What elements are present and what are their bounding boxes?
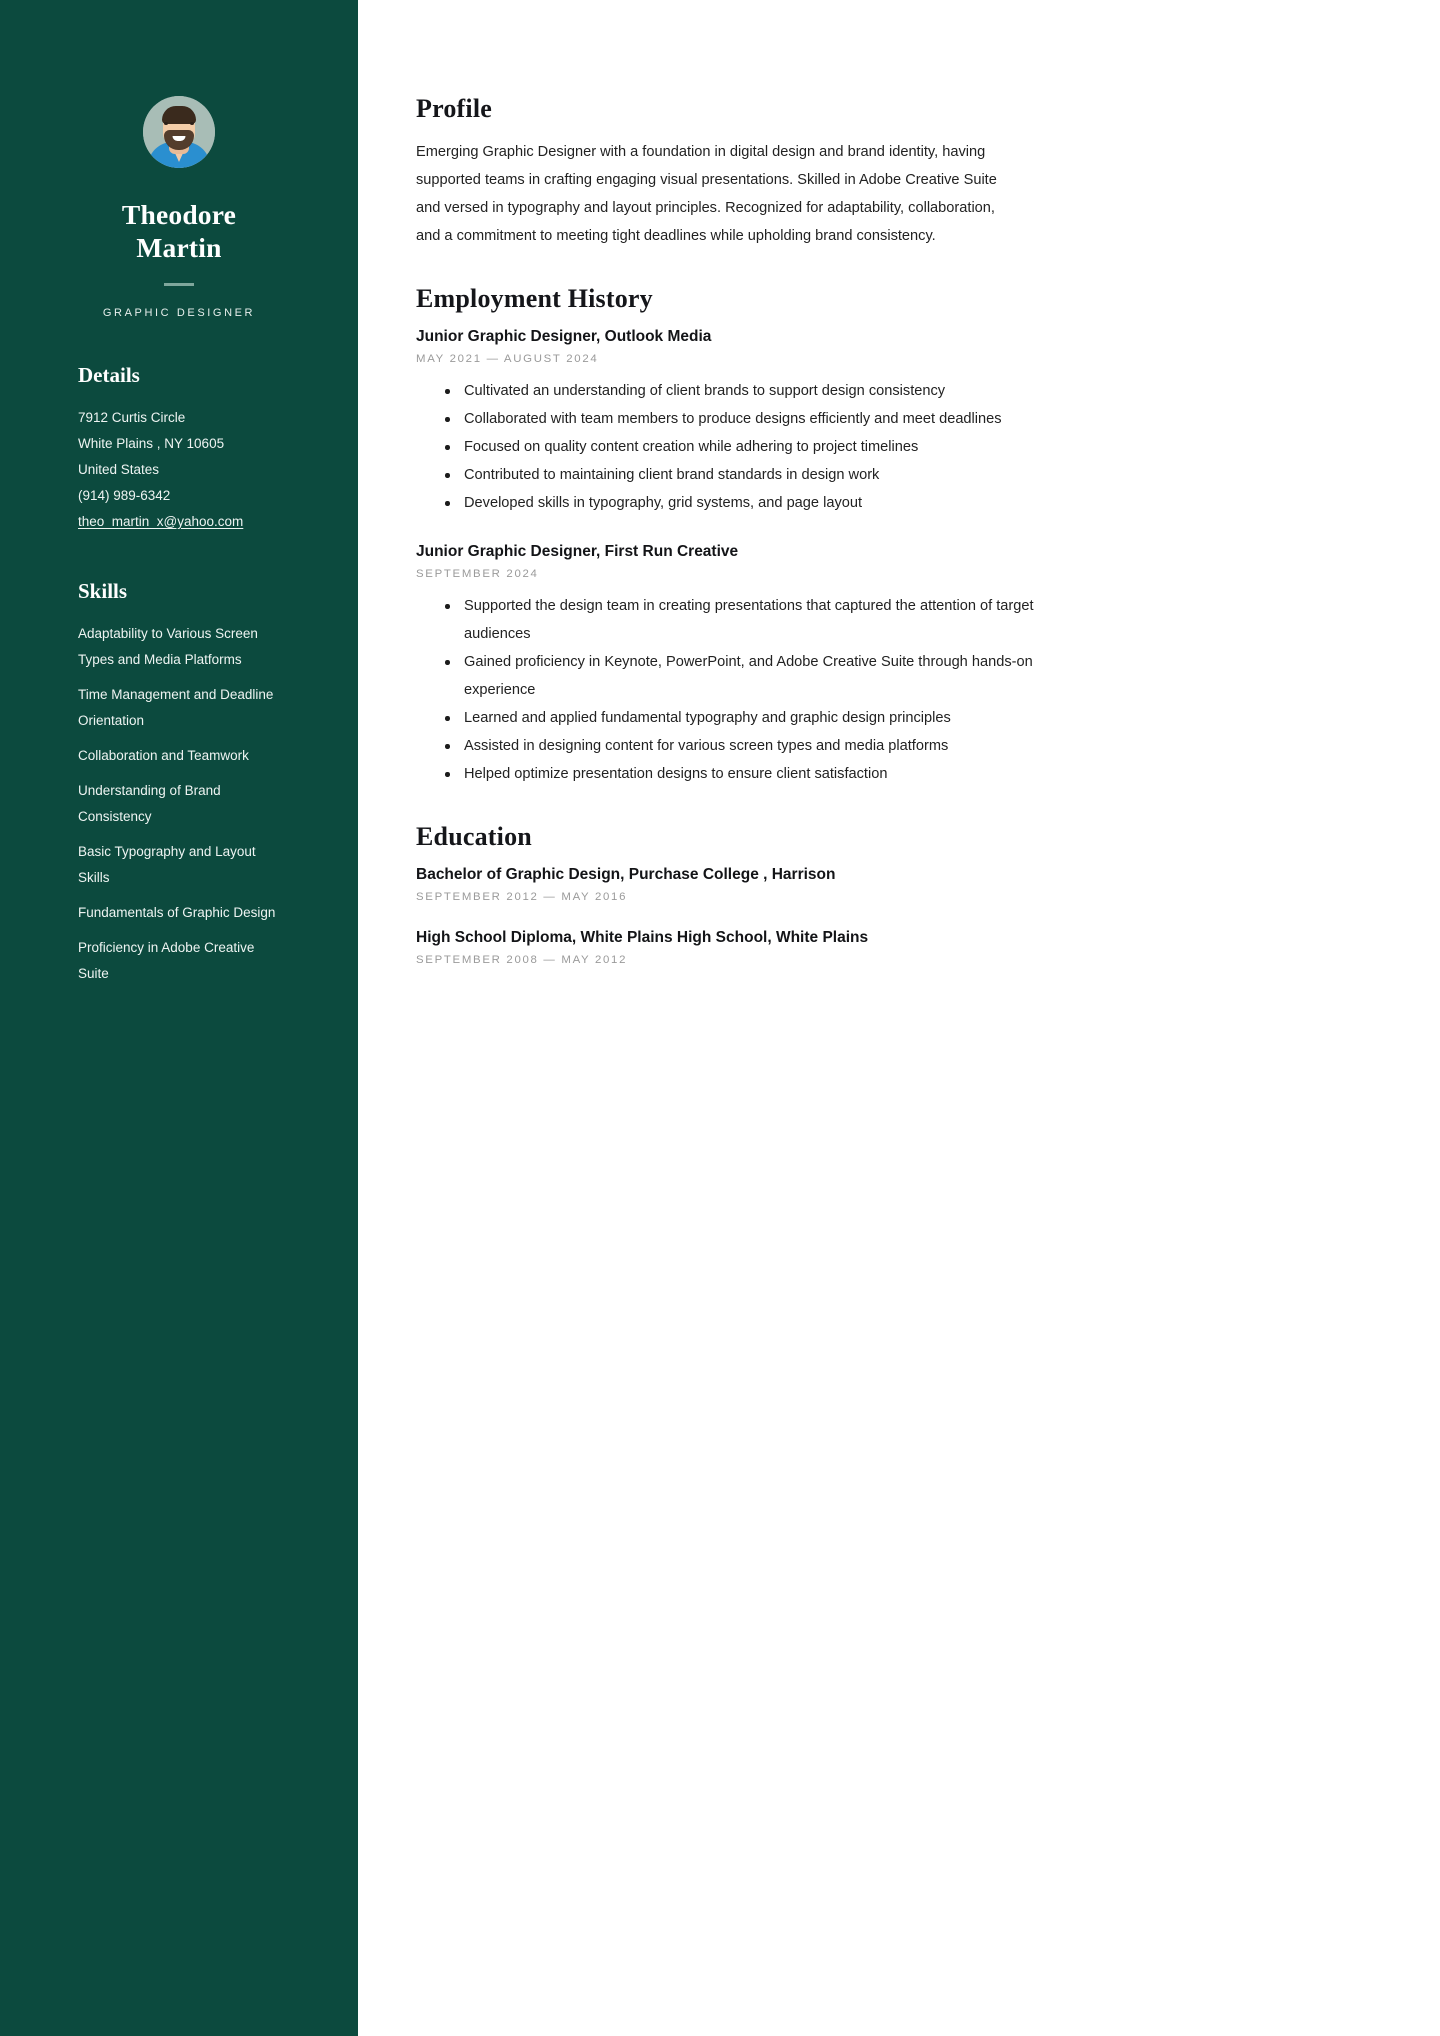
education-entry-title: Bachelor of Graphic Design, Purchase College , Harrison bbox=[416, 866, 836, 883]
employment-entry-title: Junior Graphic Designer, Outlook Media bbox=[416, 328, 712, 345]
detail-address-city: White Plains , NY 10605 bbox=[78, 436, 225, 451]
skill-item: Adaptability to Various Screen Types and Media Platforms bbox=[78, 626, 258, 667]
avatar-eye-left bbox=[164, 122, 168, 125]
education-entry bbox=[416, 929, 1382, 966]
bullet-item: Cultivated an understanding of client brands to support design consistency bbox=[442, 377, 1042, 405]
bullet-item: Focused on quality content creation while adhering to project timelines bbox=[442, 433, 1042, 461]
bullet-item: Gained proficiency in Keynote, PowerPoint, and Adobe Creative Suite through hands-on experience bbox=[442, 648, 1042, 704]
skill-item: Collaboration and Teamwork bbox=[78, 748, 249, 763]
skills-heading: Skills bbox=[78, 579, 128, 603]
education-entry-date: SEPTEMBER 2008 — MAY 2012 bbox=[416, 954, 628, 966]
detail-address-street: 7912 Curtis Circle bbox=[78, 410, 186, 425]
employment-entry-title: Junior Graphic Designer, First Run Creative bbox=[416, 543, 739, 560]
employment-section bbox=[416, 284, 1382, 788]
name-divider bbox=[164, 283, 194, 286]
detail-email-link[interactable]: theo_martin_x@yahoo.com bbox=[78, 514, 244, 529]
avatar-eye-right bbox=[190, 122, 194, 125]
bullet-item: Developed skills in typography, grid systems, and page layout bbox=[442, 489, 1042, 517]
bullet-item: Helped optimize presentation designs to ensure client satisfaction bbox=[442, 760, 1042, 788]
profile-section bbox=[416, 94, 1382, 250]
candidate-name: Theodore Martin bbox=[121, 199, 237, 263]
employment-entry-date: SEPTEMBER 2024 bbox=[416, 568, 539, 580]
employment-entry-date: MAY 2021 — AUGUST 2024 bbox=[416, 353, 599, 365]
bullet-item: Supported the design team in creating presentations that captured the attention of target audiences bbox=[442, 592, 1042, 648]
candidate-job-title: GRAPHIC DESIGNER bbox=[102, 307, 256, 319]
skill-item: Basic Typography and Layout Skills bbox=[78, 844, 256, 885]
detail-phone: (914) 989-6342 bbox=[78, 488, 171, 503]
skill-item: Proficiency in Adobe Creative Suite bbox=[78, 940, 255, 981]
bullet-item: Learned and applied fundamental typography and graphic design principles bbox=[442, 704, 1042, 732]
education-heading: Education bbox=[416, 822, 532, 851]
employment-entry-bullets bbox=[442, 592, 1382, 788]
avatar bbox=[143, 96, 215, 168]
main-content bbox=[358, 0, 1440, 2036]
profile-heading: Profile bbox=[416, 94, 492, 123]
education-section bbox=[416, 822, 1382, 966]
employment-heading: Employment History bbox=[416, 284, 653, 313]
employment-entry bbox=[416, 328, 1382, 517]
bullet-item: Contributed to maintaining client brand standards in design work bbox=[442, 461, 1042, 489]
skill-item: Understanding of Brand Consistency bbox=[78, 783, 221, 824]
detail-address-country: United States bbox=[78, 462, 160, 477]
bullet-item: Collaborated with team members to produce designs efficiently and meet deadlines bbox=[442, 405, 1042, 433]
education-entry-title: High School Diploma, White Plains High School, White Plains bbox=[416, 929, 869, 946]
bullet-item: Assisted in designing content for various screen types and media platforms bbox=[442, 732, 1042, 760]
details-heading: Details bbox=[78, 363, 140, 387]
education-entry bbox=[416, 866, 1382, 903]
employment-entry bbox=[416, 543, 1382, 788]
education-entry-date: SEPTEMBER 2012 — MAY 2016 bbox=[416, 891, 628, 903]
skill-item: Fundamentals of Graphic Design bbox=[78, 905, 276, 920]
skill-item: Time Management and Deadline Orientation bbox=[78, 687, 274, 728]
details-section bbox=[78, 363, 280, 535]
sidebar bbox=[0, 0, 358, 2036]
employment-entry-bullets bbox=[442, 377, 1382, 517]
profile-text: Emerging Graphic Designer with a foundation in digital design and brand identity, having supported teams in crafting engaging visual presentations. Skilled in Adobe Creative Suite and versed in typography and layout principles. Recognized for adaptability, collaboration, and a commitment to meeting tight deadlines while upholding brand consistency. bbox=[416, 144, 997, 244]
avatar-container bbox=[78, 0, 280, 168]
skills-section bbox=[78, 579, 280, 987]
